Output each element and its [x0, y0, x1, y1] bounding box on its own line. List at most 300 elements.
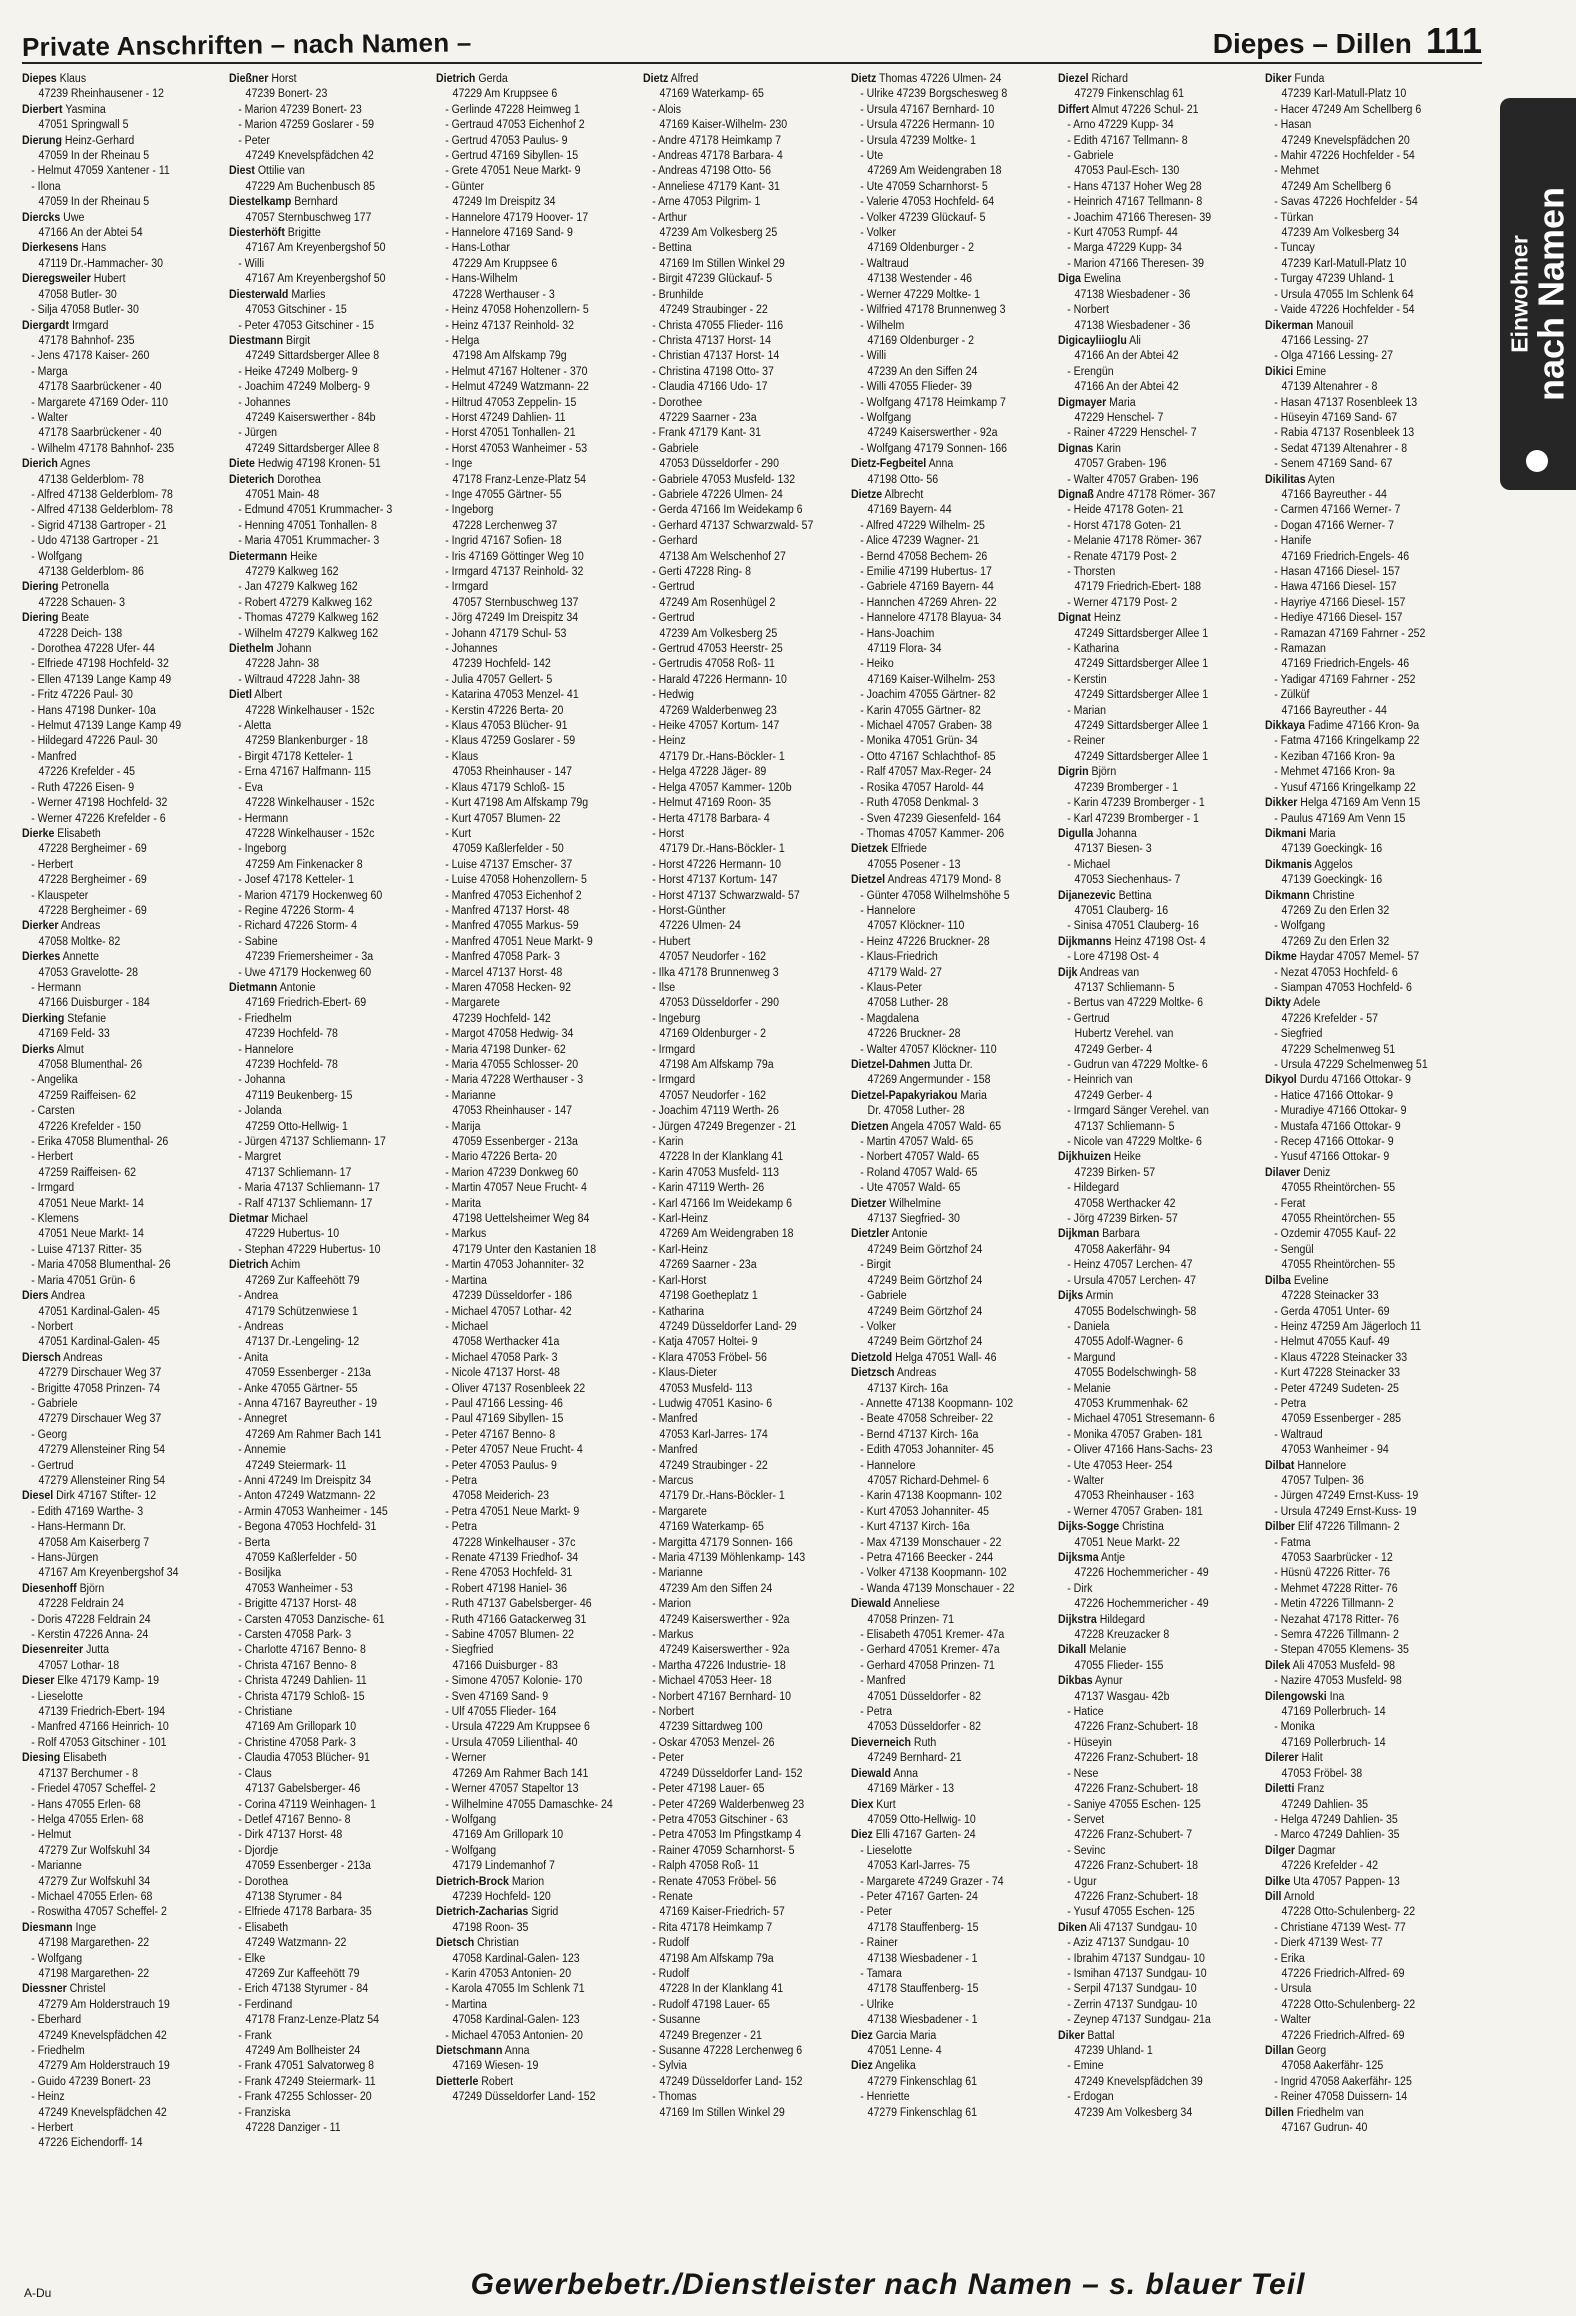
directory-entry: 47226 Eichendorff- 14 — [38, 2137, 143, 2150]
directory-entry: - Hacer 47249 Am Schellberg 6 — [1274, 103, 1422, 116]
directory-entry: - Petra 47166 Beecker - 244 — [859, 1552, 993, 1564]
directory-entry: - Marion 47179 Hockenweg 60 — [238, 889, 383, 902]
directory-entry: 47059 In der Rheinau 5 — [38, 150, 150, 163]
directory-entry: 47228 Bergheimer - 69 — [38, 904, 147, 917]
directory-entry: - Wilhelm 47178 Bahnhof- 235 — [31, 442, 175, 455]
directory-entry: 47057 Graben- 196 — [1074, 458, 1167, 471]
surname: Dilengowski — [1264, 1690, 1327, 1703]
directory-entry: 47138 Wiesbadener - 36 — [1074, 319, 1191, 332]
directory-entry: 47179 Wald- 27 — [867, 966, 942, 979]
directory-entry: - Friedel 47057 Scheffel- 2 — [31, 1783, 156, 1796]
surname: Diering — [22, 612, 59, 625]
directory-entry: - Martin 47057 Wald- 65 — [859, 1136, 973, 1149]
surname: Dietermann — [229, 550, 288, 563]
directory-entry: 47239 Karl-Matull-Platz 10 — [1281, 257, 1407, 270]
surname: Dietzel — [850, 874, 885, 887]
directory-entry: 47239 Hochfeld- 78 — [245, 1028, 339, 1041]
surname: Diletti — [1264, 1783, 1295, 1796]
directory-entry: Dilger Dagmar — [1264, 1844, 1336, 1857]
directory-entry: Diesenreiter Jutta — [22, 1644, 110, 1657]
directory-entry: - Ursula 47059 Lilienthal- 40 — [445, 1736, 578, 1749]
directory-column — [436, 72, 633, 2240]
surname: Dignaß — [1057, 488, 1094, 501]
directory-entry: Dijkstra Hildegard — [1057, 1613, 1145, 1626]
directory-entry: Dietmann Antonie — [229, 981, 316, 994]
directory-entry: - Luise 47058 Hohenzollern- 5 — [445, 874, 588, 887]
directory-entry: - Herbert — [31, 1151, 73, 1164]
directory-entry: - Ilka 47178 Brunnenweg 3 — [652, 966, 780, 979]
directory-entry: - Inge 47055 Gärtner- 55 — [445, 488, 562, 501]
directory-entry: Dilaver Deniz — [1264, 1166, 1331, 1179]
directory-entry: 47137 Schliemann- 5 — [1074, 1120, 1175, 1133]
directory-entry: - Hans-Lothar — [445, 242, 511, 255]
directory-entry: 47166 Duisburger - 83 — [452, 1659, 559, 1672]
surname: Diesing — [22, 1752, 61, 1765]
surname: Diesterhöft — [229, 227, 285, 240]
directory-entry: - Arno 47229 Kupp- 34 — [1066, 119, 1174, 132]
directory-entry: - Serpil 47137 Sundgau- 10 — [1066, 1983, 1197, 1996]
directory-entry: Dierbert Yasmina — [22, 103, 106, 116]
directory-entry: 47179 Lindemanhof 7 — [452, 1860, 556, 1873]
directory-entry: - Renate — [652, 1890, 694, 1903]
directory-entry: - Mustafa 47166 Ottokar- 9 — [1274, 1120, 1401, 1133]
directory-entry: 47166 Bayreuther - 44 — [1281, 704, 1387, 717]
directory-entry: - Wolfgang 47178 Heimkamp 7 — [859, 396, 1006, 409]
directory-entry: - Turgay 47239 Uhland- 1 — [1274, 273, 1395, 286]
directory-entry: 47178 Bahnhof- 235 — [38, 334, 135, 347]
surname: Dietzer — [850, 1197, 886, 1210]
corner-code: A-Du — [24, 2286, 52, 2300]
directory-entry: - Brigitte 47137 Horst- 48 — [238, 1598, 357, 1611]
directory-entry: - Wilhelm — [859, 319, 904, 332]
directory-entry: 47249 Straubinger - 22 — [659, 304, 769, 317]
directory-entry: 47169 Kaiser-Wilhelm- 253 — [867, 673, 995, 686]
directory-entry: 47269 Am Weidengraben 18 — [867, 165, 1002, 178]
directory-entry: 47178 Franz-Lenze-Platz 54 — [245, 2014, 380, 2027]
directory-entry: - Henning 47051 Tonhallen- 8 — [238, 519, 377, 532]
surname: Dilaver — [1264, 1166, 1301, 1179]
directory-entry: - Michael 47053 Heer- 18 — [652, 1675, 773, 1688]
directory-entry: - Tamara — [859, 1967, 902, 1980]
surname: Dierkesens — [22, 242, 79, 255]
surname: Dillan — [1264, 2045, 1294, 2057]
directory-entry: Dijkmanns Heinz 47198 Ost- 4 — [1057, 935, 1206, 948]
directory-entry: - Edith 47167 Tellmann- 8 — [1066, 134, 1188, 147]
directory-entry: - Katarina 47053 Menzel- 41 — [445, 689, 579, 702]
page-range-block — [1213, 20, 1482, 62]
directory-entry: 47058 Aakerfähr- 125 — [1281, 2060, 1384, 2073]
surname: Dilke — [1264, 1875, 1291, 1888]
directory-entry: - Gerda 47166 Im Weidekamp 6 — [652, 504, 803, 517]
directory-entry: - Manfred 47055 Markus- 59 — [445, 920, 579, 933]
directory-entry: Diestmann Birgit — [229, 334, 311, 347]
directory-entry: 47259 Blankenburger - 18 — [245, 735, 369, 748]
directory-entry: Dietz Alfred — [643, 73, 699, 85]
directory-entry: - Kurt — [445, 827, 472, 840]
directory-entry: 47058 Luther- 28 — [867, 997, 948, 1010]
directory-entry: - Jürgen 47249 Bregenzer - 21 — [652, 1120, 797, 1133]
directory-entry: - Gertrud 47053 Paulus- 9 — [445, 134, 568, 147]
directory-entry: - Ingeborg — [445, 504, 494, 517]
surname: Digmayer — [1057, 396, 1106, 409]
directory-entry: 47119 Beukenberg- 15 — [245, 1089, 353, 1102]
directory-entry: - Karin 47239 Bromberger - 1 — [1066, 797, 1205, 810]
directory-entry: 47053 Düsseldorfer - 290 — [659, 997, 780, 1010]
directory-entry: Dijks Armin — [1057, 1290, 1113, 1303]
directory-entry: 47226 Bruckner- 28 — [867, 1028, 961, 1041]
surname: Dijanezevic — [1057, 889, 1116, 902]
directory-entry: 47051 Kardinal-Galen- 45 — [38, 1305, 160, 1318]
surname: Dillen — [1264, 2106, 1294, 2119]
surname: Dijkmanns — [1057, 935, 1112, 948]
directory-entry: - Manfred 47137 Horst- 48 — [445, 904, 570, 917]
directory-entry: - Metin 47226 Tillmann- 2 — [1274, 1598, 1394, 1611]
directory-entry: 47178 Stauffenberg- 15 — [867, 1921, 979, 1934]
directory-entry: 47178 Franz-Lenze-Platz 54 — [452, 473, 587, 486]
directory-entry: 47059 Kaßlerfelder - 50 — [452, 843, 565, 856]
directory-entry: - Helga 47249 Dahlien- 35 — [1274, 1813, 1398, 1826]
directory-entry: Dierke Elisabeth — [22, 827, 101, 840]
directory-entry: - Heinz — [31, 2091, 65, 2104]
surname: Diesenhoff — [22, 1582, 77, 1595]
directory-entry: - Harald 47226 Hermann- 10 — [652, 673, 788, 686]
directory-entry: - Dorothea 47228 Ufer- 44 — [31, 643, 155, 656]
directory-entry: - Iris 47169 Göttinger Weg 10 — [445, 550, 585, 563]
surname: Dietz-Fegbeitel — [850, 458, 926, 471]
directory-entry: Dilke Uta 47057 Pappen- 13 — [1264, 1875, 1400, 1888]
directory-entry: 47138 Wiesbadener - 1 — [867, 2014, 978, 2027]
directory-entry: 47228 In der Klanklang 41 — [659, 1151, 784, 1164]
directory-entry: 47178 Saarbrückener - 40 — [38, 381, 162, 394]
directory-entry: 47239 Hochfeld- 142 — [452, 1012, 552, 1025]
directory-entry: Diewald Anneliese — [850, 1598, 940, 1611]
directory-entry: - Katharina — [1066, 643, 1119, 656]
surname: Dikici — [1264, 365, 1294, 378]
directory-entry: - Rainer — [859, 1937, 898, 1950]
directory-entry: - Josef 47178 Ketteler- 1 — [238, 874, 355, 887]
surname: Dietz — [850, 73, 876, 85]
directory-entry: - Thomas 47279 Kalkweg 162 — [238, 612, 379, 625]
directory-entry: - Susanne 47228 Lerchenweg 6 — [652, 2045, 803, 2057]
surname: Dietl — [229, 689, 253, 702]
surname: Diete — [229, 458, 256, 471]
directory-entry: - Hanife — [1274, 535, 1312, 548]
directory-entry: 47053 Siechenhaus- 7 — [1074, 874, 1181, 887]
surname: Dieverneich — [850, 1736, 911, 1749]
directory-entry: - Hannelore 47178 Blayua- 34 — [859, 612, 1001, 625]
directory-entry: - Martin 47057 Neue Frucht- 4 — [445, 1182, 588, 1195]
directory-entry: - Sengül — [1274, 1243, 1314, 1256]
directory-entry: 47249 Knevelspfädchen 42 — [38, 2106, 167, 2119]
directory-entry: 47139 Goeckingk- 16 — [1281, 874, 1382, 887]
directory-entry: - Hannelore — [859, 1459, 916, 1472]
directory-entry: 47139 Friedrich-Ebert- 194 — [38, 1706, 166, 1719]
directory-entry: - Marianne — [445, 1089, 497, 1102]
directory-entry: 47166 An der Abtei 54 — [38, 227, 143, 240]
directory-entry: - Marita — [445, 1197, 482, 1210]
directory-entry: 47138 Styrumer - 84 — [245, 1890, 343, 1903]
surname: Dikme — [1264, 951, 1297, 964]
directory-entry: Dietschmann Anna — [436, 2045, 530, 2057]
directory-entry: - Ursula — [1274, 1983, 1312, 1996]
directory-entry: 47053 Krummenhak- 62 — [1074, 1397, 1188, 1410]
directory-entry: 47057 Sternbuschweg 137 — [452, 596, 579, 609]
directory-entry: 47249 Beim Görtzhof 24 — [867, 1243, 982, 1256]
directory-entry: - Gertrud — [652, 612, 695, 625]
directory-entry: - Carmen 47166 Werner- 7 — [1274, 504, 1401, 517]
directory-entry: 47057 Sternbuschweg 177 — [245, 211, 372, 224]
directory-entry: - Ursula 47239 Moltke- 1 — [859, 134, 976, 147]
directory-entry: - Berta — [238, 1536, 271, 1549]
directory-entry: - Ulrike — [859, 1998, 894, 2011]
directory-entry: - Klaus-Friedrich — [859, 951, 938, 964]
directory-entry: 47249 Im Dreispitz 34 — [452, 196, 556, 209]
directory-entry: 47167 Am Kreyenbergshof 34 — [38, 1567, 179, 1580]
directory-entry: - Michael 47058 Park- 3 — [445, 1351, 558, 1364]
directory-entry: - Sven 47169 Sand- 9 — [445, 1690, 549, 1703]
directory-entry: Dilerer Halit — [1264, 1752, 1323, 1765]
directory-entry: - Claudia 47053 Blücher- 91 — [238, 1752, 371, 1765]
directory-entry: 47198 Otto- 56 — [867, 473, 938, 486]
directory-entry: - Senem 47169 Sand- 67 — [1274, 458, 1393, 471]
directory-entry: - Lieselotte — [859, 1844, 912, 1857]
directory-entry: - Walter — [1066, 1474, 1104, 1487]
directory-entry: - Hasan 47166 Diesel- 157 — [1274, 566, 1400, 578]
surname: Dijksma — [1057, 1552, 1099, 1564]
directory-entry: - Annegret — [238, 1413, 288, 1426]
directory-entry: - Luise 47137 Ritter- 35 — [31, 1243, 142, 1256]
directory-entry: - Horst 47053 Wanheimer - 53 — [445, 442, 588, 455]
directory-entry: Diest Ottilie van — [229, 165, 305, 178]
directory-entry: 47057 Klöckner- 110 — [867, 920, 964, 933]
directory-entry: 47249 Kaiserswerther - 92a — [867, 427, 998, 440]
directory-entry: - Gertrud 47053 Heerstr- 25 — [652, 643, 784, 656]
directory-entry: 47279 Kalkweg 162 — [245, 566, 339, 578]
directory-entry: - Klara 47053 Fröbel- 56 — [652, 1351, 768, 1364]
directory-entry: 47249 Am Bollheister 24 — [245, 2045, 361, 2057]
directory-entry: - Aletta — [238, 720, 272, 733]
directory-entry: 47169 Im Stillen Winkel 29 — [659, 257, 786, 270]
directory-entry: - Kurt 47137 Kirch- 16a — [859, 1521, 970, 1534]
surname: Diewald — [850, 1598, 891, 1611]
directory-entry: - Peter 47057 Neue Frucht- 4 — [445, 1444, 584, 1457]
directory-entry: 47226 Hochemmericher - 49 — [1074, 1567, 1209, 1580]
directory-entry: - Nezahat 47178 Ritter- 76 — [1274, 1613, 1399, 1626]
surname: Diethelm — [229, 643, 274, 656]
directory-entry: - Jan 47279 Kalkweg 162 — [238, 581, 358, 594]
directory-entry: Digicayliioglu Ali — [1057, 334, 1141, 347]
directory-entry: 47249 Knevelspfädchen 39 — [1074, 2075, 1203, 2088]
directory-entry: - Friedhelm — [31, 2045, 85, 2057]
directory-entry: 47228 Kreuzacker 8 — [1074, 1629, 1169, 1642]
directory-entry: Dijk Andreas van — [1057, 966, 1139, 979]
directory-entry: - Susanne — [652, 2014, 701, 2027]
directory-entry: - Hasan — [1274, 119, 1312, 132]
directory-entry: - Werner 47226 Krefelder - 6 — [31, 812, 166, 825]
directory-entry: - Walter — [1274, 2014, 1311, 2027]
directory-entry: - Alfred 47138 Gelderblom- 78 — [31, 504, 173, 517]
directory-entry: Digrin Björn — [1057, 766, 1116, 779]
directory-entry: - Hedwig — [652, 689, 695, 702]
directory-entry: - Jörg 47249 Im Dreispitz 34 — [445, 612, 579, 625]
directory-entry: Diewald Anna — [850, 1767, 918, 1780]
directory-column — [851, 72, 1048, 2240]
directory-entry: 47249 Sittardsberger Allee 8 — [245, 350, 380, 363]
directory-entry: 47239 Friemersheimer - 3a — [245, 951, 374, 964]
directory-entry: - Karin 47053 Musfeld- 113 — [652, 1166, 780, 1179]
directory-entry: 47166 An der Abtei 42 — [1074, 350, 1179, 363]
directory-entry: Dikty Adele — [1264, 997, 1321, 1010]
directory-entry: - Maria 47198 Dunker- 62 — [445, 1043, 567, 1056]
directory-entry: Dierich Agnes — [22, 458, 91, 471]
directory-entry: - Maria 47055 Schlosser- 20 — [445, 1059, 579, 1071]
directory-entry: - Herbert — [31, 2122, 73, 2135]
surname: Dierks — [22, 1043, 55, 1056]
directory-entry: Digulla Johanna — [1057, 827, 1137, 840]
directory-entry: - Sigrid 47138 Gartroper - 21 — [31, 519, 167, 532]
directory-entry: Diers Andrea — [22, 1290, 85, 1303]
directory-entry: - Sven 47239 Giesenfeld- 164 — [859, 812, 1001, 825]
directory-entry: - Maria 47051 Grün- 6 — [31, 1274, 136, 1287]
directory-entry: - Anna 47167 Bayreuther - 19 — [238, 1397, 378, 1410]
directory-entry: 47053 Karl-Jarres- 75 — [867, 1860, 970, 1873]
directory-entry: - Werner — [445, 1752, 487, 1765]
directory-entry: 47137 Gabelsberger- 46 — [245, 1783, 361, 1796]
directory-entry: - Erengün — [1066, 365, 1114, 378]
directory-entry: - Savas 47226 Hochfelder - 54 — [1274, 196, 1418, 209]
directory-entry: - Klaus — [445, 750, 479, 763]
directory-entry: - Dorothee — [652, 396, 703, 409]
directory-entry: - Heinz 47137 Reinhold- 32 — [445, 319, 575, 332]
directory-entry: - Helmut — [31, 1829, 72, 1842]
directory-entry: - Thomas — [652, 2091, 698, 2104]
directory-entry: 47169 Oldenburger - 2 — [867, 334, 974, 347]
directory-entry: - Kerstin 47226 Berta- 20 — [445, 704, 564, 717]
directory-entry: 47239 Uhland- 1 — [1074, 2045, 1153, 2057]
directory-entry: - Gertrud — [31, 1459, 74, 1472]
directory-entry: Diete Hedwig 47198 Kronen- 51 — [229, 458, 381, 471]
surname: Dierking — [22, 1012, 65, 1025]
directory-entry: 47239 Am Volkesberg 25 — [659, 627, 778, 640]
surname: Diga — [1057, 273, 1081, 286]
directory-entry: Diethelm Johann — [229, 643, 312, 656]
directory-entry: - Horst 47178 Goten- 21 — [1066, 519, 1181, 532]
directory-entry: - Gerda 47051 Unter- 69 — [1274, 1305, 1390, 1318]
surname: Dilger — [1264, 1844, 1295, 1857]
directory-entry: - Kerstin 47226 Anna- 24 — [31, 1629, 149, 1642]
directory-entry: Dikmann Christine — [1264, 889, 1355, 902]
directory-entry: 47228 Danziger - 11 — [245, 2122, 341, 2135]
directory-entry: - Rudolf — [652, 1937, 690, 1950]
directory-entry: 47228 Otto-Schulenberg- 22 — [1281, 1906, 1415, 1919]
directory-entry: - Yadigar 47169 Fahrner - 252 — [1274, 673, 1416, 686]
directory-entry: - Guido 47239 Bonert- 23 — [31, 2075, 151, 2088]
page-number: 111 — [1425, 20, 1482, 61]
surname: Dietzen — [850, 1120, 889, 1133]
directory-entry: - Brunhilde — [652, 288, 704, 301]
directory-entry: - Waltraud — [859, 257, 909, 270]
directory-entry: - Reiner — [1066, 735, 1105, 748]
directory-entry: - Peter — [652, 1752, 685, 1765]
directory-entry: - Helga — [445, 334, 480, 347]
directory-entry: 47051 Springwall 5 — [38, 119, 129, 132]
directory-entry: - Siegfried — [1274, 1028, 1323, 1041]
directory-entry: - Emine — [1066, 2060, 1104, 2073]
surname: Digrin — [1057, 766, 1089, 779]
directory-entry: 47239 Düsseldorfer - 186 — [452, 1290, 573, 1303]
directory-entry: Differt Almut 47226 Schul- 21 — [1057, 103, 1199, 116]
directory-entry: - Fatma 47166 Kringelkamp 22 — [1274, 735, 1420, 748]
surname: Dietrich — [436, 73, 476, 85]
directory-entry: - Marion — [652, 1598, 692, 1611]
directory-entry: Dietermann Heike — [229, 550, 318, 563]
directory-entry: 47053 Gravelotte- 28 — [38, 966, 138, 979]
directory-entry: - Sevinc — [1066, 1844, 1106, 1857]
directory-entry: - Servet — [1066, 1813, 1104, 1826]
directory-entry: - Wiltraud 47228 Jahn- 38 — [238, 673, 361, 686]
directory-entry: 47249 Watzmann- 22 — [245, 1937, 347, 1950]
directory-entry: - Anita — [238, 1351, 269, 1364]
surname: Dijks — [1057, 1290, 1084, 1303]
directory-entry: - Kurt 47053 Johanniter- 45 — [859, 1505, 989, 1518]
directory-entry: 47198 Roon- 35 — [452, 1921, 529, 1934]
directory-entry: - Peter 47053 Paulus- 9 — [445, 1459, 558, 1472]
directory-entry: 47249 Bernhard- 21 — [867, 1752, 962, 1765]
directory-entry: Dietzel-Papakyriakou Maria — [850, 1089, 987, 1102]
directory-entry: - Valerie 47053 Hochfeld- 64 — [859, 196, 994, 209]
directory-entry: Diezel Richard — [1057, 73, 1128, 85]
directory-columns — [22, 72, 1462, 2240]
directory-entry: Dietmar Michael — [229, 1213, 308, 1226]
name-range: Diepes – Dillen — [1212, 28, 1412, 59]
directory-entry: - Anton 47249 Watzmann- 22 — [238, 1490, 376, 1503]
directory-entry: 47226 Ulmen- 24 — [659, 920, 742, 933]
directory-entry: 47228 Werthauser - 3 — [452, 288, 555, 301]
directory-entry: 47138 Westender - 46 — [867, 273, 972, 286]
directory-entry: - Birgit 47239 Glückauf- 5 — [652, 273, 773, 286]
directory-entry: 47269 Am Weidengraben 18 — [659, 1228, 794, 1241]
directory-entry: 47058 Meiderich- 23 — [452, 1490, 550, 1503]
directory-entry: 47239 An den Siffen 24 — [867, 365, 977, 378]
directory-entry: 47058 Am Kaiserberg 7 — [38, 1536, 150, 1549]
directory-entry: Dikall Melanie — [1057, 1644, 1126, 1657]
directory-entry: - Norbert — [652, 1706, 695, 1719]
directory-entry: Dignaß Andre 47178 Römer- 367 — [1057, 488, 1216, 501]
surname: Dierich — [22, 458, 58, 471]
surname: Dikkaya — [1264, 720, 1305, 733]
directory-entry: - Peter — [238, 134, 271, 147]
directory-entry: - Anni 47249 Im Dreispitz 34 — [238, 1474, 372, 1487]
directory-entry: 47228 Steinacker 33 — [1281, 1290, 1379, 1303]
directory-entry: Dietzel Andreas 47179 Mond- 8 — [850, 874, 1001, 887]
directory-entry: - Hildegard — [1066, 1182, 1119, 1195]
directory-entry: 47058 Butler- 30 — [38, 288, 117, 301]
directory-entry: 47179 Friedrich-Ebert- 188 — [1074, 581, 1201, 594]
surname: Dieterich — [229, 473, 275, 486]
surname: Dierkes — [22, 951, 61, 964]
directory-entry: - Robert 47198 Haniel- 36 — [445, 1582, 568, 1595]
directory-entry: 47166 An der Abtei 42 — [1074, 381, 1179, 394]
directory-entry: 47055 Rheintörchen- 55 — [1281, 1213, 1395, 1226]
directory-entry: - Ilse — [652, 981, 676, 994]
directory-entry: - Hermann — [238, 812, 289, 825]
surname: Dikilitas — [1264, 473, 1306, 486]
directory-entry: 47169 Märker - 13 — [867, 1783, 954, 1796]
directory-entry: - Volker 47239 Glückauf- 5 — [859, 211, 986, 224]
directory-entry: 47239 Hochfeld- 142 — [452, 658, 552, 671]
directory-entry: 47239 Bonert- 23 — [245, 88, 328, 101]
directory-entry: - Klaus-Dieter — [652, 1367, 718, 1380]
